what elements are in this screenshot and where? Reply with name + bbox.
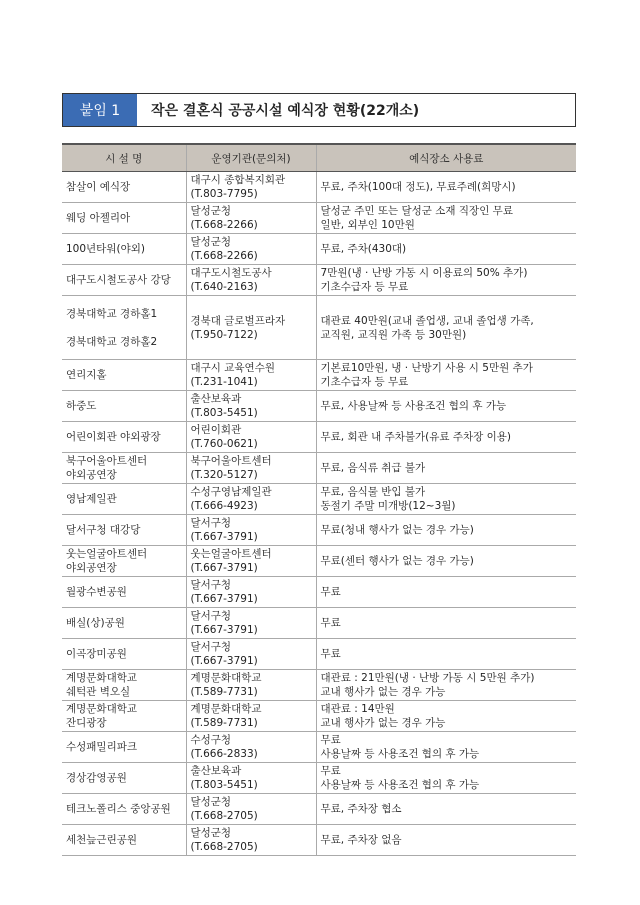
cell-operator-line: (T.803-5451): [190, 779, 258, 791]
column-header-fee: 예식장소 사용료: [316, 144, 576, 172]
cell-facility-name-line: 북구어울아트센터: [66, 455, 148, 467]
cell-fee-line: 사용날짜 등 사용조건 협의 후 가능: [320, 748, 480, 760]
cell-facility-name: [62, 515, 186, 546]
cell-operator-line: 달서구청: [190, 579, 232, 591]
cell-fee-line: 무료, 주차(100대 정도), 무료주례(희망시): [320, 181, 516, 193]
cell-facility-name: [62, 391, 186, 422]
cell-fee-line: 기초수급자 등 무료: [320, 281, 409, 293]
cell-operator: [186, 639, 316, 670]
cell-facility-name: [62, 701, 186, 732]
venue-table: [62, 143, 576, 856]
cell-operator-line: (T.668-2266): [190, 219, 258, 231]
cell-fee-line: 무료, 사용날짜 등 사용조건 협의 후 가능: [320, 400, 507, 412]
table-row: [62, 203, 576, 234]
cell-facility-name-line: 100년타워(야외): [66, 243, 145, 255]
cell-facility-name: [62, 172, 186, 203]
table-row: [62, 422, 576, 453]
cell-operator: [186, 577, 316, 608]
cell-operator-line: 달성군청: [190, 205, 232, 217]
cell-operator: [186, 172, 316, 203]
cell-fee-line: 무료: [320, 765, 341, 777]
cell-operator: [186, 203, 316, 234]
cell-fee: [316, 172, 576, 203]
cell-fee-line: 무료: [320, 734, 341, 746]
table-row: [62, 701, 576, 732]
cell-operator: [186, 234, 316, 265]
cell-operator: [186, 701, 316, 732]
cell-facility-name-line: 어린이회관 야외광장: [66, 431, 161, 443]
cell-fee-line: 무료: [320, 586, 341, 598]
cell-operator: [186, 732, 316, 763]
cell-operator-line: 달서구청: [190, 610, 232, 622]
cell-facility-name: [62, 608, 186, 639]
cell-fee-line: 무료: [320, 648, 341, 660]
table-row: [62, 670, 576, 701]
cell-operator-line: 출산보육과: [190, 765, 242, 777]
cell-fee-line: 사용날짜 등 사용조건 협의 후 가능: [320, 779, 480, 791]
cell-fee: [316, 453, 576, 484]
cell-facility-name-line: 영남제일관: [66, 493, 117, 505]
cell-fee: [316, 701, 576, 732]
table-row: [62, 484, 576, 515]
cell-facility-name: [62, 577, 186, 608]
cell-operator-line: (T.667-3791): [190, 593, 258, 605]
cell-fee-line: 무료(청내 행사가 없는 경우 가능): [320, 524, 474, 536]
cell-fee: [316, 265, 576, 296]
cell-fee: [316, 608, 576, 639]
cell-fee: [316, 203, 576, 234]
page-title: 작은 결혼식 공공시설 예식장 현황(22개소): [151, 103, 420, 119]
cell-facility-name-line: 참살이 예식장: [66, 181, 131, 193]
cell-operator-line: (T.666-2833): [190, 748, 258, 760]
cell-facility-name: [62, 546, 186, 577]
cell-facility-name: [62, 453, 186, 484]
cell-operator: [186, 391, 316, 422]
cell-facility-name: [62, 670, 186, 701]
cell-operator: [186, 546, 316, 577]
cell-facility-name-line: 쉐턱관 벽오실: [66, 686, 131, 698]
cell-facility-name: [62, 732, 186, 763]
cell-facility-name: [62, 484, 186, 515]
cell-facility-name: [62, 794, 186, 825]
cell-fee-line: 대관료 40만원(교내 졸업생, 교내 졸업생 가족,: [320, 314, 534, 327]
cell-fee-line: 무료, 주차장 협소: [320, 803, 402, 815]
table-row: [62, 763, 576, 794]
cell-fee: [316, 732, 576, 763]
column-header-org: 운영기관(문의처): [186, 144, 316, 172]
cell-facility-name-line: 계명문화대학교: [66, 703, 138, 715]
cell-facility-name-line: 웨딩 아젤리아: [66, 212, 131, 224]
cell-operator-line: (T.803-7795): [190, 188, 258, 200]
table-row: [62, 794, 576, 825]
cell-operator-line: 대구도시철도공사: [190, 267, 272, 279]
cell-operator-line: 계명문화대학교: [190, 703, 262, 715]
cell-fee: [316, 763, 576, 794]
cell-facility-name: [62, 296, 186, 360]
cell-fee-line: 무료, 주차장 없음: [320, 834, 402, 846]
cell-operator-line: (T.760-0621): [190, 438, 258, 450]
cell-facility-name-line: 연리지홀: [66, 369, 107, 381]
table-row: [62, 546, 576, 577]
cell-fee-line: 대관료 : 21만원(냉 · 난방 가동 시 5만원 추가): [320, 672, 535, 684]
table-row: [62, 265, 576, 296]
cell-fee-line: 무료, 회관 내 주차불가(유료 주차장 이용): [320, 431, 512, 443]
cell-fee: [316, 484, 576, 515]
cell-operator-line: (T.950-7122): [190, 328, 258, 341]
cell-operator-line: (T.803-5451): [190, 407, 258, 419]
cell-fee-line: 무료, 음식류 취급 불가: [320, 462, 426, 474]
cell-operator-line: 출산보육과: [190, 393, 242, 405]
table-row: [62, 360, 576, 391]
cell-operator-line: (T.667-3791): [190, 624, 258, 636]
cell-facility-name-line: 월광수변공원: [66, 586, 127, 598]
cell-fee-line: 7만원(냉 · 난방 가동 시 이용료의 50% 추가): [320, 267, 528, 279]
cell-fee: [316, 546, 576, 577]
cell-operator-line: 대구시 종합복지회관: [190, 174, 286, 186]
cell-fee-line: 대관료 : 14만원: [320, 703, 395, 715]
cell-facility-name-line: 배실(상)공원: [66, 617, 125, 629]
cell-operator: [186, 515, 316, 546]
cell-facility-name-line: 대구도시철도공사 강당: [66, 274, 171, 286]
cell-facility-name-line: 계명문화대학교: [66, 672, 138, 684]
cell-facility-name-line: 경북대학교 경하홀2: [66, 335, 158, 348]
cell-operator-line: (T.589-7731): [190, 686, 258, 698]
cell-operator-line: 수성구영남제일관: [190, 486, 272, 498]
cell-facility-name: [62, 825, 186, 856]
cell-fee-line: 기본료10만원, 냉 · 난방기 사용 시 5만원 추가: [320, 362, 533, 374]
cell-fee-line: 기초수급자 등 무료: [320, 376, 409, 388]
table-row: [62, 825, 576, 856]
cell-operator-line: 웃는얼굴아트센터: [190, 548, 272, 560]
cell-operator-line: 수성구청: [190, 734, 232, 746]
cell-facility-name-line: 달서구청 대강당: [66, 524, 141, 536]
attachment-tag: 붙임 1: [63, 94, 137, 126]
cell-operator-line: (T.668-2705): [190, 841, 258, 853]
cell-operator-line: 계명문화대학교: [190, 672, 262, 684]
cell-operator: [186, 484, 316, 515]
cell-operator: [186, 763, 316, 794]
table-row: [62, 172, 576, 203]
cell-operator: [186, 265, 316, 296]
cell-fee: [316, 639, 576, 670]
cell-operator-line: 어린이회관: [190, 424, 242, 436]
cell-fee: [316, 794, 576, 825]
table-row: [62, 391, 576, 422]
cell-facility-name-line: 세천늪근린공원: [66, 834, 138, 846]
cell-operator-line: 달서구청: [190, 517, 232, 529]
cell-operator-line: (T.667-3791): [190, 655, 258, 667]
cell-operator-line: 달성군청: [190, 796, 232, 808]
table-row: [62, 296, 576, 360]
cell-facility-name: [62, 639, 186, 670]
cell-operator-line: (T.666-4923): [190, 500, 258, 512]
cell-facility-name: [62, 265, 186, 296]
cell-fee-line: 무료: [320, 617, 341, 629]
cell-operator: [186, 670, 316, 701]
cell-facility-name-line: 잔디광장: [66, 717, 107, 729]
cell-facility-name-line: 테크노폴리스 중앙공원: [66, 803, 171, 815]
cell-fee-line: 달성군 주민 또는 달성군 소재 직장인 무료: [320, 205, 513, 217]
cell-facility-name: [62, 234, 186, 265]
cell-operator-line: 달성군청: [190, 236, 232, 248]
cell-fee: [316, 360, 576, 391]
cell-facility-name: [62, 360, 186, 391]
cell-fee: [316, 577, 576, 608]
cell-fee: [316, 422, 576, 453]
cell-facility-name: [62, 203, 186, 234]
cell-operator: [186, 422, 316, 453]
cell-fee: [316, 670, 576, 701]
cell-operator-line: 달성군청: [190, 827, 232, 839]
cell-operator-line: 대구시 교육연수원: [190, 362, 275, 374]
cell-fee: [316, 825, 576, 856]
cell-operator: [186, 608, 316, 639]
table-row: [62, 577, 576, 608]
cell-facility-name-line: 경북대학교 경하홀1: [66, 307, 158, 320]
cell-operator-line: (T.589-7731): [190, 717, 258, 729]
cell-fee-line: 무료, 음식물 반입 불가: [320, 486, 426, 498]
cell-operator-line: (T.320-5127): [190, 469, 258, 481]
cell-facility-name-line: 하중도: [66, 400, 97, 412]
table-row: [62, 234, 576, 265]
cell-facility-name: [62, 422, 186, 453]
table-row: [62, 732, 576, 763]
cell-operator: [186, 794, 316, 825]
cell-fee-line: 무료(센터 행사가 없는 경우 가능): [320, 555, 474, 567]
cell-operator: [186, 825, 316, 856]
cell-operator-line: (T.668-2266): [190, 250, 258, 262]
cell-operator: [186, 453, 316, 484]
cell-operator-line: (T.640-2163): [190, 281, 258, 293]
cell-operator: [186, 296, 316, 360]
cell-facility-name-line: 야외공연장: [66, 562, 117, 574]
cell-fee-line: 동절기 주말 미개방(12~3월): [320, 500, 456, 512]
column-header-name: 시 설 명: [62, 144, 186, 172]
cell-fee-line: 일반, 외부인 10만원: [320, 219, 415, 231]
cell-facility-name-line: 경상감영공원: [66, 772, 127, 784]
cell-fee-line: 교내 행사가 없는 경우 가능: [320, 686, 446, 698]
cell-fee-line: 무료, 주차(430대): [320, 243, 407, 255]
cell-facility-name: [62, 763, 186, 794]
cell-facility-name-line: 야외공연장: [66, 469, 117, 481]
cell-fee: [316, 515, 576, 546]
cell-operator: [186, 360, 316, 391]
cell-facility-name-line: 수성패밀리파크: [66, 741, 138, 753]
cell-operator-line: (T.668-2705): [190, 810, 258, 822]
cell-fee: [316, 391, 576, 422]
cell-facility-name-line: 이곡장미공원: [66, 648, 127, 660]
cell-operator-line: (T.231-1041): [190, 376, 258, 388]
cell-operator-line: 북구어울아트센터: [190, 455, 272, 467]
cell-facility-name-line: 웃는얼굴아트센터: [66, 548, 148, 560]
cell-operator-line: 경북대 글로벌프라자: [190, 314, 286, 327]
title-box: [62, 93, 576, 127]
table-row: [62, 453, 576, 484]
table-row: [62, 639, 576, 670]
cell-fee-line: 교직원, 교직원 가족 등 30만원): [320, 328, 467, 341]
cell-operator-line: (T.667-3791): [190, 531, 258, 543]
table-row: [62, 515, 576, 546]
cell-fee: [316, 296, 576, 360]
cell-fee: [316, 234, 576, 265]
cell-operator-line: (T.667-3791): [190, 562, 258, 574]
table-header-row: [62, 144, 576, 172]
cell-fee-line: 교내 행사가 없는 경우 가능: [320, 717, 446, 729]
cell-operator-line: 달서구청: [190, 641, 232, 653]
table-row: [62, 608, 576, 639]
